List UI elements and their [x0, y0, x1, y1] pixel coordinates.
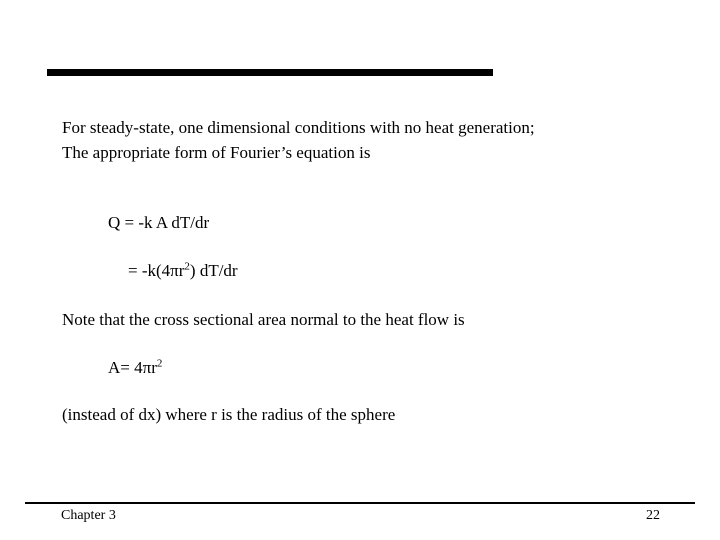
closing-text: (instead of dx) where r is the radius of the sphere	[62, 405, 396, 424]
intro-text-line-1: For steady-state, one dimensional conditions with no heat generation;	[62, 118, 535, 137]
equation-2-exponent: 2	[184, 260, 190, 273]
fourier-equation-line-2	[128, 261, 238, 281]
note-text: Note that the cross sectional area normal to the heat flow is	[62, 310, 465, 329]
area-exponent: 2	[156, 357, 163, 370]
footer-chapter-label: Chapter 3	[61, 508, 116, 523]
intro-text-line-2: The appropriate form of Fourier’s equation is	[62, 143, 371, 162]
top-divider	[47, 69, 493, 76]
fourier-equation-line-1: Q = -k A dT/dr	[108, 213, 210, 232]
area-equation	[108, 358, 162, 378]
area-prefix: A= 4πr	[108, 358, 157, 377]
equation-2-prefix: = -k(4πr	[128, 261, 185, 280]
equation-2-suffix: ) dT/dr	[189, 261, 238, 280]
footer-divider	[25, 502, 695, 504]
footer-page-number: 22	[646, 508, 660, 523]
